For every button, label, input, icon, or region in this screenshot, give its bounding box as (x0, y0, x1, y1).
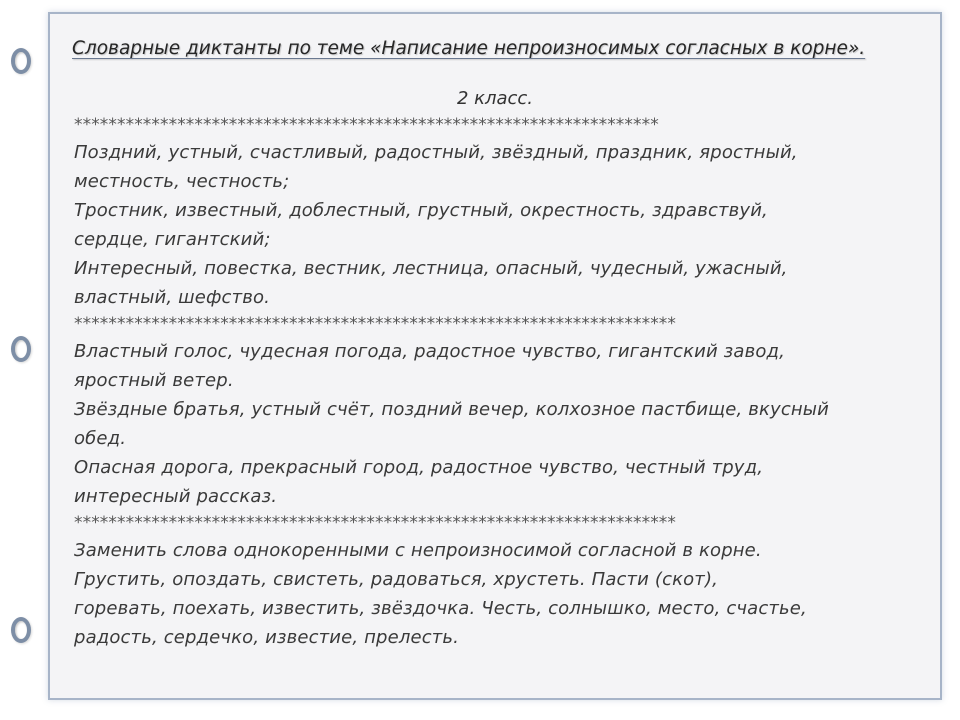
text-line: интересный рассказ. (74, 486, 278, 507)
binder-ring-icon (11, 617, 31, 643)
text-line: Звёздные братья, устный счёт, поздний вечер, колхозное пастбище, вкусный (74, 399, 830, 420)
text-line: Властный голос, чудесная погода, радостное чувство, гигантский завод, (74, 341, 785, 362)
dictation-content (74, 112, 934, 652)
dictation-block-2 (74, 337, 934, 511)
text-line: Интересный, повестка, вестник, лестница, опасный, чудесный, ужасный, (74, 258, 788, 279)
dictation-block-3 (74, 536, 934, 652)
text-line: Заменить слова однокоренными с непроизносимой согласной в корне. (74, 540, 762, 561)
text-line: Опасная дорога, прекрасный город, радостное чувство, честный труд, (74, 457, 764, 478)
separator: ******************************************************************** (74, 115, 659, 135)
text-line: сердце, гигантский; (74, 229, 271, 250)
separator: ********************************************************************** (74, 314, 676, 334)
text-line: радость, сердечко, известие, прелесть. (74, 627, 460, 648)
dictation-block-1 (74, 138, 934, 312)
text-line: яростный ветер. (74, 370, 234, 391)
separator: ********************************************************************** (74, 513, 676, 533)
grade-label: 2 класс. (456, 88, 534, 109)
binder-ring-icon (11, 48, 31, 74)
text-line: Грустить, опоздать, свистеть, радоваться, хрустеть. Пасти (скот), (74, 569, 718, 590)
text-line: Поздний, устный, счастливый, радостный, звёздный, праздник, яростный, (74, 142, 798, 163)
text-line: местность, честность; (74, 171, 290, 192)
text-line: горевать, поехать, известить, звёздочка. Честь, солнышко, место, счастье, (74, 598, 807, 619)
text-line: Тростник, известный, доблестный, грустный, окрестность, здравствуй, (74, 200, 768, 221)
page-title: Словарные диктанты по теме «Написание непроизносимых согласных в корне». (72, 38, 866, 59)
text-line: властный, шефство. (74, 287, 271, 308)
text-line: обед. (74, 428, 127, 449)
binder-ring-icon (11, 336, 31, 362)
